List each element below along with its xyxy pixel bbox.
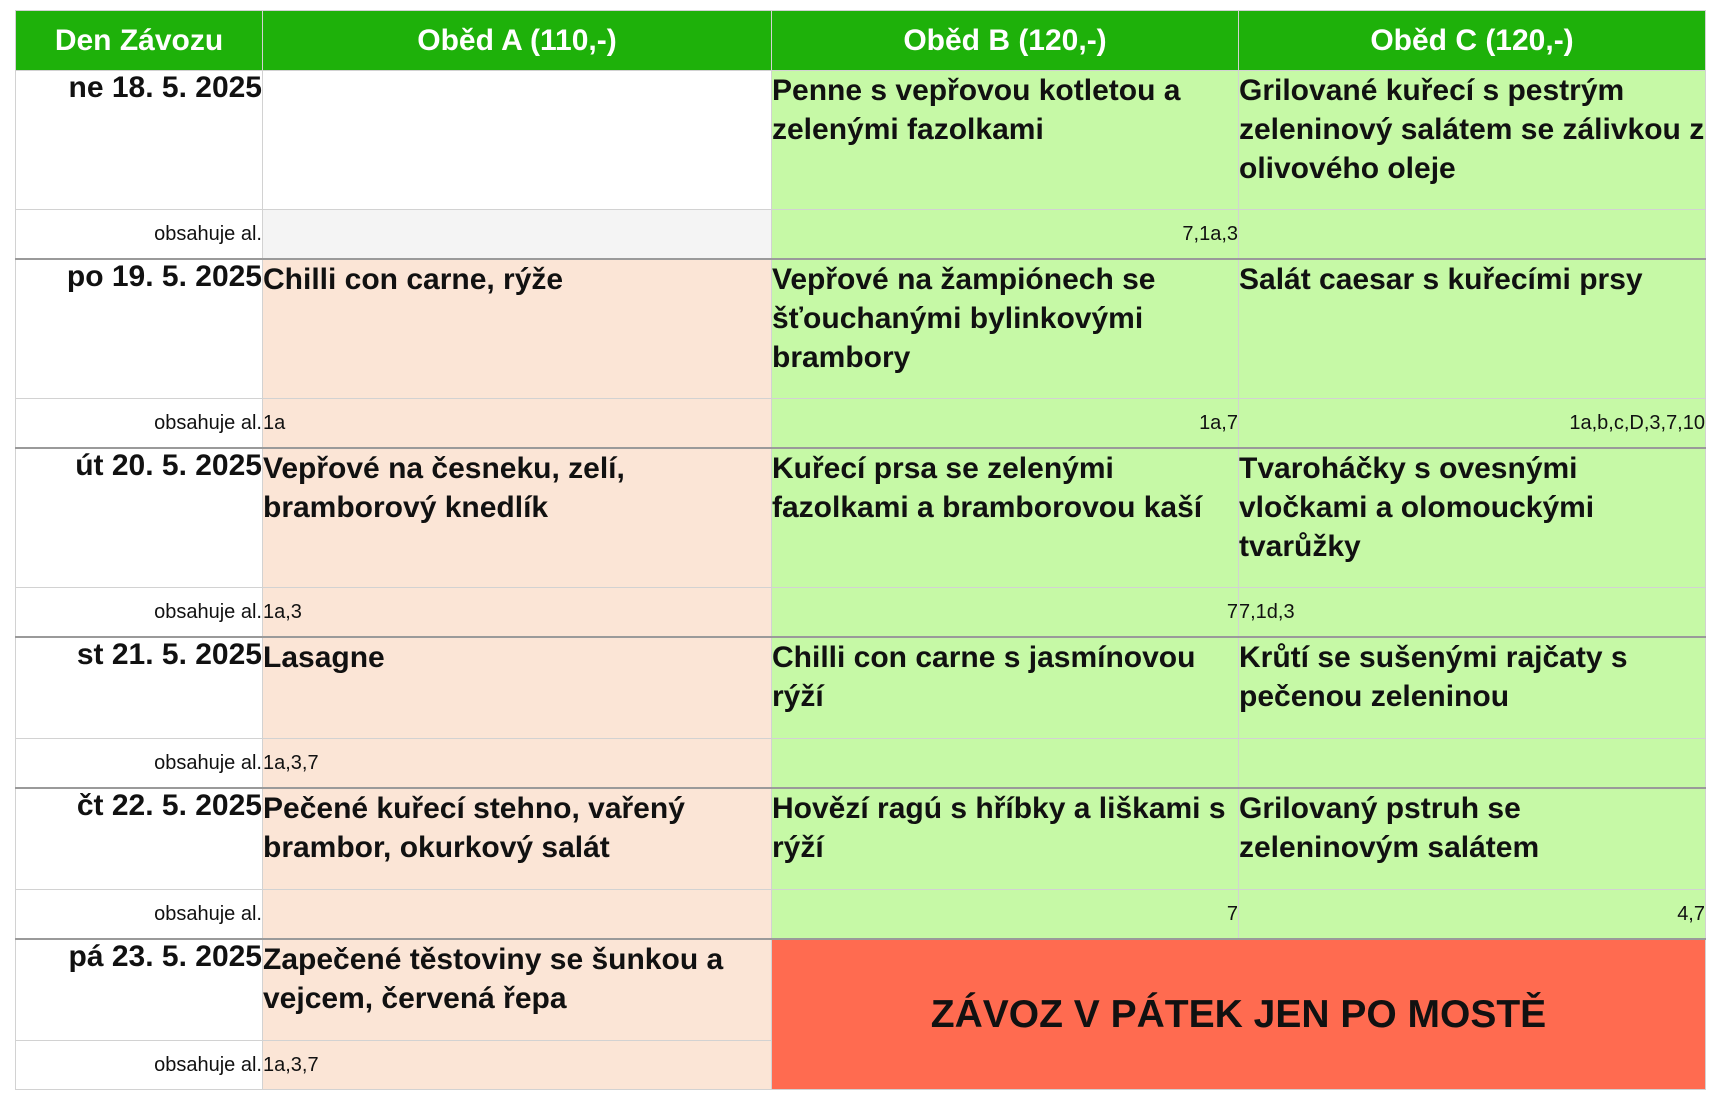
menu-a-allergens: 1a xyxy=(263,399,772,449)
allergen-label: obsahuje al. xyxy=(16,399,263,449)
allergen-label: obsahuje al. xyxy=(16,588,263,638)
header-menu-c: Oběd C (120,-) xyxy=(1239,11,1706,71)
menu-a-dish: Chilli con carne, rýže xyxy=(263,259,772,399)
table-row xyxy=(16,71,1706,210)
header-menu-a: Oběd A (110,-) xyxy=(263,11,772,71)
menu-a-allergens: 1a,3,7 xyxy=(263,739,772,789)
menu-a-allergens xyxy=(263,210,772,260)
table-row xyxy=(16,637,1706,739)
menu-a-dish: Vepřové na česneku, zelí, bramborový knedlík xyxy=(263,448,772,588)
day-date: čt 22. 5. 2025 xyxy=(16,788,263,890)
menu-a-allergens: 1a,3,7 xyxy=(263,1041,772,1090)
menu-c-allergens: 1a,b,c,D,3,7,10 xyxy=(1239,399,1706,449)
menu-a-dish: Lasagne xyxy=(263,637,772,739)
menu-b-allergens: 7 xyxy=(772,588,1239,638)
menu-b-dish: Penne s vepřovou kotletou a zelenými fazolkami xyxy=(772,71,1239,210)
allergen-row xyxy=(16,739,1706,789)
menu-c-allergens: 7,1d,3 xyxy=(1239,588,1706,638)
menu-b-allergens: 1a,7 xyxy=(772,399,1239,449)
menu-a-allergens xyxy=(263,890,772,940)
allergen-label: obsahuje al. xyxy=(16,739,263,789)
menu-c-allergens xyxy=(1239,210,1706,260)
day-date: po 19. 5. 2025 xyxy=(16,259,263,399)
allergen-label: obsahuje al. xyxy=(16,210,263,260)
day-date: ne 18. 5. 2025 xyxy=(16,71,263,210)
menu-a-allergens: 1a,3 xyxy=(263,588,772,638)
menu-a-dish xyxy=(263,71,772,210)
day-date: st 21. 5. 2025 xyxy=(16,637,263,739)
menu-c-allergens: 4,7 xyxy=(1239,890,1706,940)
allergen-row xyxy=(16,210,1706,260)
menu-b-dish: Kuřecí prsa se zelenými fazolkami a bramborovou kaší xyxy=(772,448,1239,588)
menu-a-dish: Zapečené těstoviny se šunkou a vejcem, červená řepa xyxy=(263,939,772,1041)
menu-b-allergens xyxy=(772,739,1239,789)
menu-a-dish: Pečené kuřecí stehno, vařený brambor, okurkový salát xyxy=(263,788,772,890)
table-row xyxy=(16,939,1706,1041)
menu-c-dish: Salát caesar s kuřecími prsy xyxy=(1239,259,1706,399)
menu-b-allergens: 7,1a,3 xyxy=(772,210,1239,260)
allergen-label: obsahuje al. xyxy=(16,890,263,940)
table-row xyxy=(16,448,1706,588)
allergen-label: obsahuje al. xyxy=(16,1041,263,1090)
menu-c-dish: Grilované kuřecí s pestrým zeleninový salátem se zálivkou z olivového oleje xyxy=(1239,71,1706,210)
menu-c-dish: Krůtí se sušenými rajčaty s pečenou zeleninou xyxy=(1239,637,1706,739)
menu-c-dish: Tvaroháčky s ovesnými vločkami a olomouckými tvarůžky xyxy=(1239,448,1706,588)
header-row xyxy=(16,11,1706,71)
day-date: pá 23. 5. 2025 xyxy=(16,939,263,1041)
allergen-row xyxy=(16,399,1706,449)
day-date: út 20. 5. 2025 xyxy=(16,448,263,588)
header-day: Den Závozu xyxy=(16,11,263,71)
menu-b-dish: Vepřové na žampiónech se šťouchanými bylinkovými brambory xyxy=(772,259,1239,399)
menu-b-dish: Hovězí ragú s hříbky a liškami s rýží xyxy=(772,788,1239,890)
friday-delivery-notice: ZÁVOZ V PÁTEK JEN PO MOSTĚ xyxy=(772,939,1706,1090)
header-menu-b: Oběd B (120,-) xyxy=(772,11,1239,71)
table-row xyxy=(16,259,1706,399)
table-row xyxy=(16,788,1706,890)
allergen-row xyxy=(16,890,1706,940)
menu-b-dish: Chilli con carne s jasmínovou rýží xyxy=(772,637,1239,739)
menu-b-allergens: 7 xyxy=(772,890,1239,940)
menu-c-allergens xyxy=(1239,739,1706,789)
menu-c-dish: Grilovaný pstruh se zeleninovým salátem xyxy=(1239,788,1706,890)
lunch-menu-table xyxy=(15,10,1706,1090)
allergen-row xyxy=(16,588,1706,638)
